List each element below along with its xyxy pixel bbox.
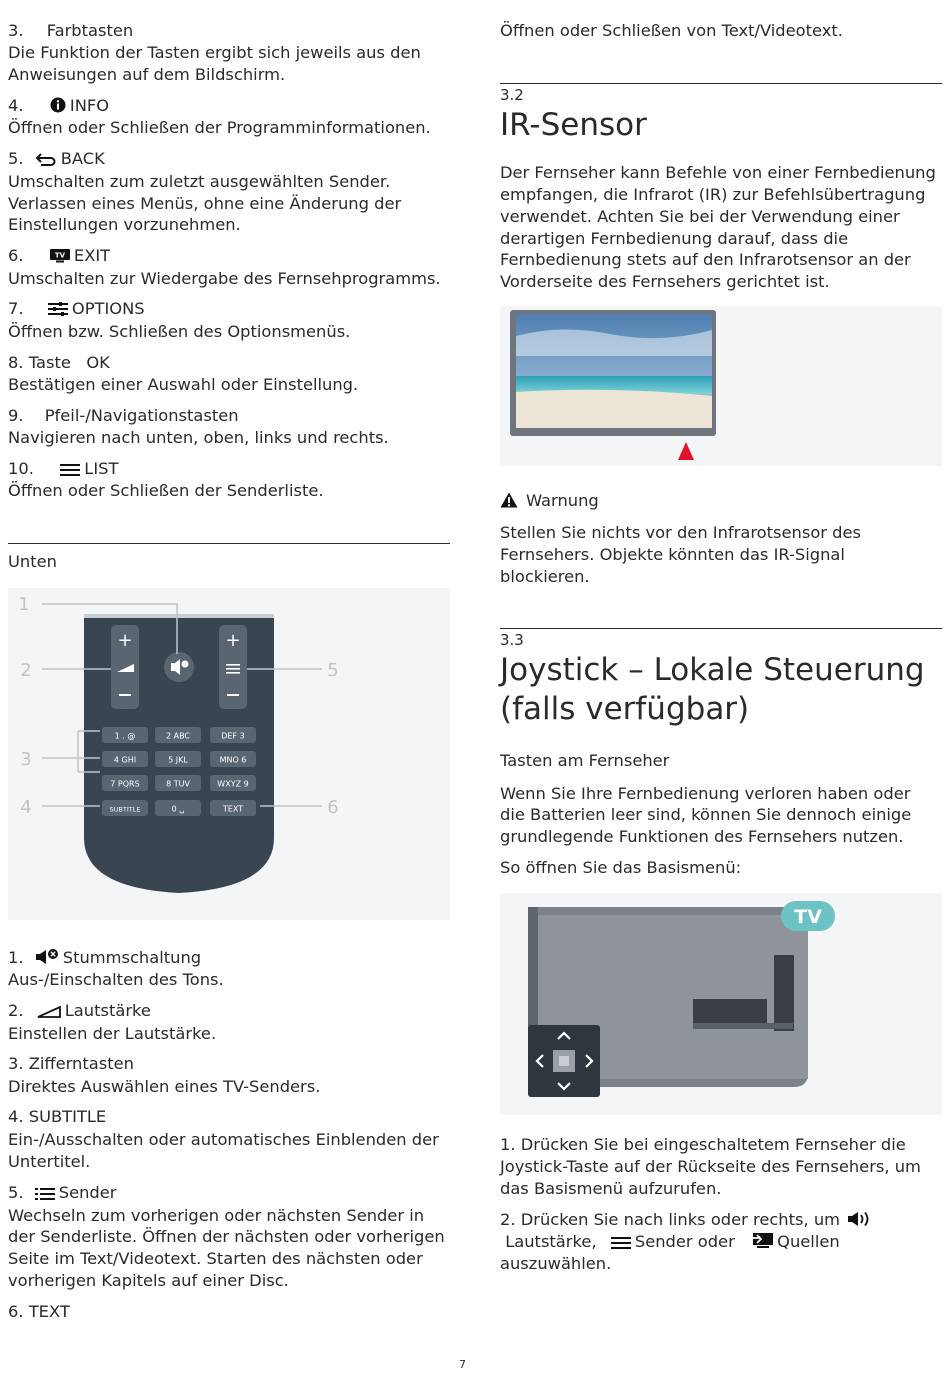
step-line: das Basismenü aufzurufen. (500, 1179, 722, 1198)
item-number: 4. (8, 1107, 24, 1126)
item-label: BACK (60, 149, 105, 168)
callout-4: 4 (20, 797, 32, 818)
step2-sources: Quellen (777, 1232, 840, 1251)
item-desc: Bestätigen einer Auswahl oder Einstellung. (8, 375, 359, 394)
step2-channels: Sender oder (634, 1232, 735, 1251)
item-number: 1. (8, 948, 24, 967)
item-desc: Verlassen eines Menüs, ohne eine Änderung der (8, 194, 402, 213)
item-label: Zifferntasten (28, 1054, 134, 1073)
step-line: 1. Drücken Sie bei eingeschaltetem Fernseher die (500, 1135, 906, 1154)
item-digits-heading (8, 1054, 134, 1074)
item-options-heading (8, 299, 145, 319)
item-desc: Umschalten zum zuletzt ausgewählten Sender. (8, 172, 391, 191)
item-desc: Aus-/Einschalten des Tons. (8, 970, 224, 989)
item-desc: Seite im Text/Videotext. Starten des nächsten oder (8, 1249, 423, 1268)
body-line: Vorderseite des Fernsehers gerichtet ist. (500, 272, 830, 291)
section-title: IR-Sensor (500, 107, 647, 143)
keypad-key-label: SUBTITLE (109, 805, 141, 814)
callout-3: 3 (20, 749, 32, 770)
section-divider (500, 83, 942, 84)
item-number: 6. (8, 246, 24, 265)
item-desc: Einstellungen vorzunehmen. (8, 215, 241, 234)
item-number: 10. (8, 459, 34, 478)
item-desc: Einstellen der Lautstärke. (8, 1024, 217, 1043)
item-farbtasten-heading (8, 21, 133, 41)
body-line: die Batterien leer sind, können Sie dennoch einige (500, 805, 912, 824)
mute-icon (35, 949, 59, 965)
joystick-illustration (500, 893, 942, 1115)
subsection-heading: Unten (8, 552, 57, 571)
body-line: Wenn Sie Ihre Fernbedienung verloren haben oder (500, 784, 911, 803)
item-volume-heading (8, 1001, 151, 1021)
section-title: Joystick – Lokale Steuerung (500, 652, 925, 688)
step-line (500, 1209, 877, 1231)
keypad-key-label: 4 GHI (113, 755, 137, 765)
keypad-key-label: DEF 3 (221, 731, 245, 741)
item-exit-heading (8, 246, 110, 266)
item-number: 5. (8, 1183, 24, 1202)
item-label: LIST (84, 459, 119, 478)
item-sender-heading (8, 1183, 116, 1203)
section-divider (8, 543, 450, 544)
section-divider (500, 628, 942, 629)
section-number: 3.2 (500, 86, 524, 104)
item-number: 8. (8, 353, 24, 372)
body-line: derartigen Fernbedienung darauf, dass die (500, 229, 849, 248)
keypad-key-label: 1 . @ (114, 731, 136, 741)
keypad-key-label: 7 PQRS (110, 779, 140, 789)
item-number: 5. (8, 149, 24, 168)
warning-line: blockieren. (500, 567, 590, 586)
item-label: INFO (69, 96, 110, 115)
item-number: 4. (8, 96, 24, 115)
item-desc: Öffnen oder Schließen der Senderliste. (8, 481, 324, 500)
svg-text:+: + (117, 630, 133, 651)
body-line: verwendet. Achten Sie bei der Verwendung einer (500, 207, 900, 226)
step-line: Joystick-Taste auf der Rückseite des Fernsehers, um (500, 1157, 921, 1176)
ir-sensor-illustration (500, 306, 942, 466)
keypad-key-label: 2 ABC (165, 731, 191, 741)
list-icon (611, 1237, 631, 1249)
item-info-heading (8, 96, 109, 116)
item-desc: Ein-/Ausschalten oder automatisches Einblenden der (8, 1130, 439, 1149)
info-icon (50, 97, 66, 113)
keypad-key-label: MNO 6 (219, 755, 247, 765)
item-ok-heading (8, 353, 110, 373)
body-line: So öffnen Sie das Basismenü: (500, 858, 742, 877)
subsection-heading: Tasten am Fernseher (500, 751, 670, 770)
volume-ramp-icon (37, 1006, 61, 1018)
item-back-heading (8, 149, 105, 169)
callout-6: 6 (327, 797, 339, 818)
item-arrows-heading (8, 406, 239, 426)
step-line (500, 1231, 840, 1253)
item-label: Stummschaltung (62, 948, 202, 967)
body-line: Der Fernseher kann Befehle von einer Fernbedienung (500, 163, 936, 182)
item-label: Taste OK (28, 353, 110, 372)
item-list-heading (8, 459, 118, 479)
list-icon (60, 464, 80, 476)
options-sliders-icon (48, 302, 68, 316)
warning-heading (500, 491, 599, 511)
item-desc: Anweisungen auf dem Bildschirm. (8, 65, 286, 84)
callout-1: 1 (18, 594, 30, 615)
item-desc: Untertitel. (8, 1152, 91, 1171)
item-number: 9. (8, 406, 24, 425)
section-title: (falls verfügbar) (500, 691, 750, 727)
item-label: TEXT (28, 1302, 70, 1321)
svg-text:TV: TV (54, 251, 66, 260)
channel-list-icon (35, 1188, 55, 1200)
joystick-control (528, 1025, 600, 1097)
speaker-icon (847, 1211, 873, 1227)
item-label: Lautstärke (64, 1001, 151, 1020)
svg-text:+: + (225, 630, 241, 651)
section-number: 3.3 (500, 631, 524, 649)
body-line: grundlegende Funktionen des Fernsehers nutzen. (500, 827, 904, 846)
item-label: SUBTITLE (28, 1107, 107, 1126)
callout-2: 2 (20, 660, 32, 681)
keypad-key-label: 0 ␣ (171, 804, 185, 814)
keypad-key-label: WXYZ 9 (217, 779, 249, 789)
intro-text: Öffnen oder Schließen von Text/Videotext. (500, 21, 843, 40)
item-desc: Die Funktion der Tasten ergibt sich jeweils aus den (8, 43, 421, 62)
item-label: Farbtasten (46, 21, 134, 40)
back-arrow-icon (35, 152, 57, 166)
body-line: Fernbedienung stets auf den Infrarotsensor an der (500, 250, 911, 269)
item-desc: Navigieren nach unten, oben, links und rechts. (8, 428, 389, 447)
item-desc: der Senderliste. Öffnen der nächsten oder vorherigen (8, 1227, 445, 1246)
item-number: 2. (8, 1001, 24, 1020)
tv-badge-label: TV (794, 906, 822, 928)
item-text-heading (8, 1302, 70, 1322)
item-label: OPTIONS (71, 299, 145, 318)
keypad-key-label: 5 JKL (168, 755, 188, 765)
tv-icon (50, 249, 70, 263)
item-desc: Umschalten zur Wiedergabe des Fernsehprogramms. (8, 269, 441, 288)
page-number: 7 (459, 1358, 466, 1371)
warning-line: Fernsehers. Objekte könnten das IR-Signal (500, 545, 845, 564)
item-mute-heading (8, 948, 201, 968)
step2-text: 2. Drücken Sie nach links oder rechts, um (500, 1210, 841, 1229)
keypad-key-label: 8 TUV (166, 779, 190, 789)
item-desc: Direktes Auswählen eines TV-Senders. (8, 1077, 321, 1096)
sources-icon (751, 1233, 773, 1249)
warning-line: Stellen Sie nichts vor den Infrarotsensor des (500, 523, 861, 542)
item-desc: Öffnen bzw. Schließen des Optionsmenüs. (8, 322, 351, 341)
keypad-key-label: TEXT (222, 804, 244, 814)
remote-control-illustration (8, 588, 450, 920)
item-desc: vorherigen Kapitels auf einer Disc. (8, 1271, 289, 1290)
item-number: 3. (8, 1054, 24, 1073)
item-subtitle-heading (8, 1107, 106, 1127)
warning-title: Warnung (526, 491, 599, 510)
step-line: auszuwählen. (500, 1254, 612, 1273)
item-number: 6. (8, 1302, 24, 1321)
item-label: EXIT (73, 246, 111, 265)
item-desc: Wechseln zum vorherigen oder nächsten Sender in (8, 1206, 425, 1225)
item-number: 3. (8, 21, 24, 40)
item-desc: Öffnen oder Schließen der Programminformationen. (8, 118, 431, 137)
callout-5: 5 (327, 660, 339, 681)
body-line: empfangen, die Infrarot (IR) zur Befehlsübertragung (500, 185, 926, 204)
step2-volume: Lautstärke, (505, 1232, 597, 1251)
item-label: Pfeil-/Navigationstasten (44, 406, 239, 425)
item-number: 7. (8, 299, 24, 318)
warning-icon (500, 492, 518, 508)
item-label: Sender (58, 1183, 117, 1202)
